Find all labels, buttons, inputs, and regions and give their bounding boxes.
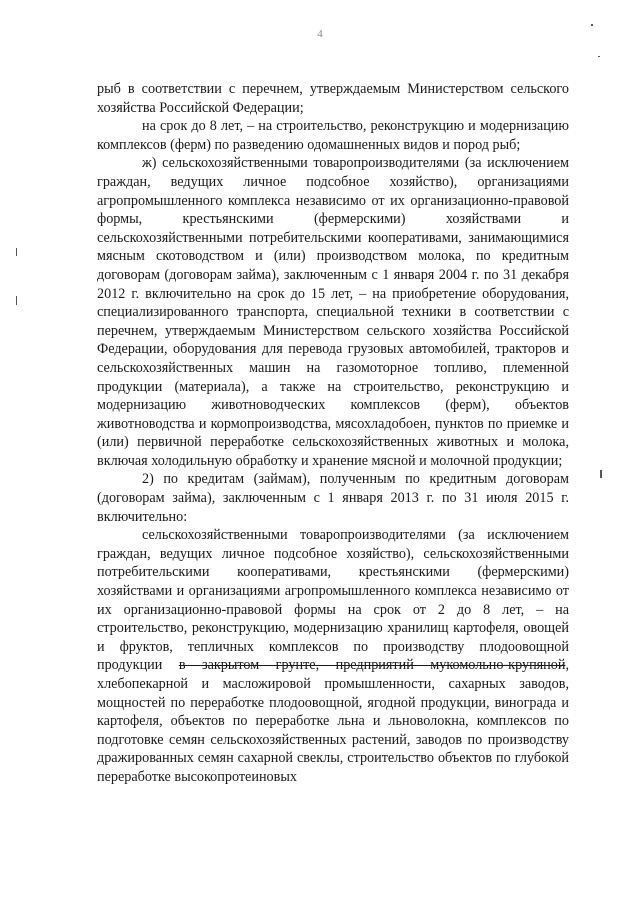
struck-text: в закрытом грунте, предприятий мукомольно-крупяной: [178, 657, 566, 674]
paragraph-item-2: 2) по кредитам (займам), полученным по кредитным договорам (договорам займа), заключенным с 1 января 2013 г. по 31 июля 2015 г. включительно:: [97, 471, 569, 525]
paragraph-item-zh: ж) сельскохозяйственными товаропроизводителями (за исключением граждан, ведущих личное подсобное хозяйство), организациями агропромышленного комплекса независимо от их организационно-правовой формы, крестьянскими (фермерскими) хозяйствами и сельскохозяйственными потребительскими кооперативами, занимающимися мясным скотоводством и (или) производством молока, по кредитным договорам (договорам займа), заключенным с 1 января 2004 г. по 31 декабря 2012 г. включительно на срок до 15 лет, – на приобретение оборудования, специализированного транспорта, специальной техники в соответствии с перечнем, утверждаемым Министерством сельского хозяйства Российской Федерации, оборудования для перевода грузовых автомобилей, тракторов и сельскохозяйственных машин на газомоторное топливо, племенной продукции (материала), а также на строительство, реконструкцию и модернизацию животноводческих комплексов (ферм), объектов животноводства и кормопроизводства, мясохладобоен, пунктов по приемке и (или) первичной переработке сельскохозяйственных животных и молока, включая холодильную обработку и хранение мясной и молочной продукции;: [97, 155, 569, 469]
text-run: , хлебопекарной и масложировой промышленности, сахарных заводов, мощностей по переработке плодоовощной, ягодной продукции, винограда и картофеля, объектов по переработке льна и льноволокна, комплексов по подготовке семян сельскохозяйственных растений, заводов по производству дражированных семян сахарной свеклы, строительство объектов по глубокой переработке высокопротеиновых: [97, 657, 570, 785]
paragraph-producers: [97, 526, 569, 786]
paragraph-fish-list: рыб в соответствии с перечнем, утверждаемым Министерством сельского хозяйства Российской Федерации;: [97, 81, 569, 116]
document-body: [97, 80, 569, 787]
text-run: сельскохозяйственными товаропроизводителями (за исключением граждан, ведущих личное подсобное хозяйство), сельскохозяйственными потребительскими кооперативами, крестьянскими (фермерскими) хозяйствами и организациями агропромышленного комплекса независимо от их организационно-правовой формы на срок от 2 до 8 лет, – на строительство, реконструкцию, модернизацию хранилищ картофеля, овощей и фруктов, тепличных комплексов по производству плодоовощной продукции: [97, 527, 569, 674]
page-number: 4: [317, 28, 323, 40]
scan-mark: [16, 248, 17, 256]
scan-mark: [16, 296, 17, 305]
paragraph-fish-farms: на срок до 8 лет, – на строительство, реконструкцию и модернизацию комплексов (ферм) по разведению одомашненных видов и пород рыб;: [97, 118, 569, 153]
scan-mark: [591, 24, 593, 26]
scan-mark: [598, 56, 600, 57]
scan-mark: [600, 470, 602, 478]
